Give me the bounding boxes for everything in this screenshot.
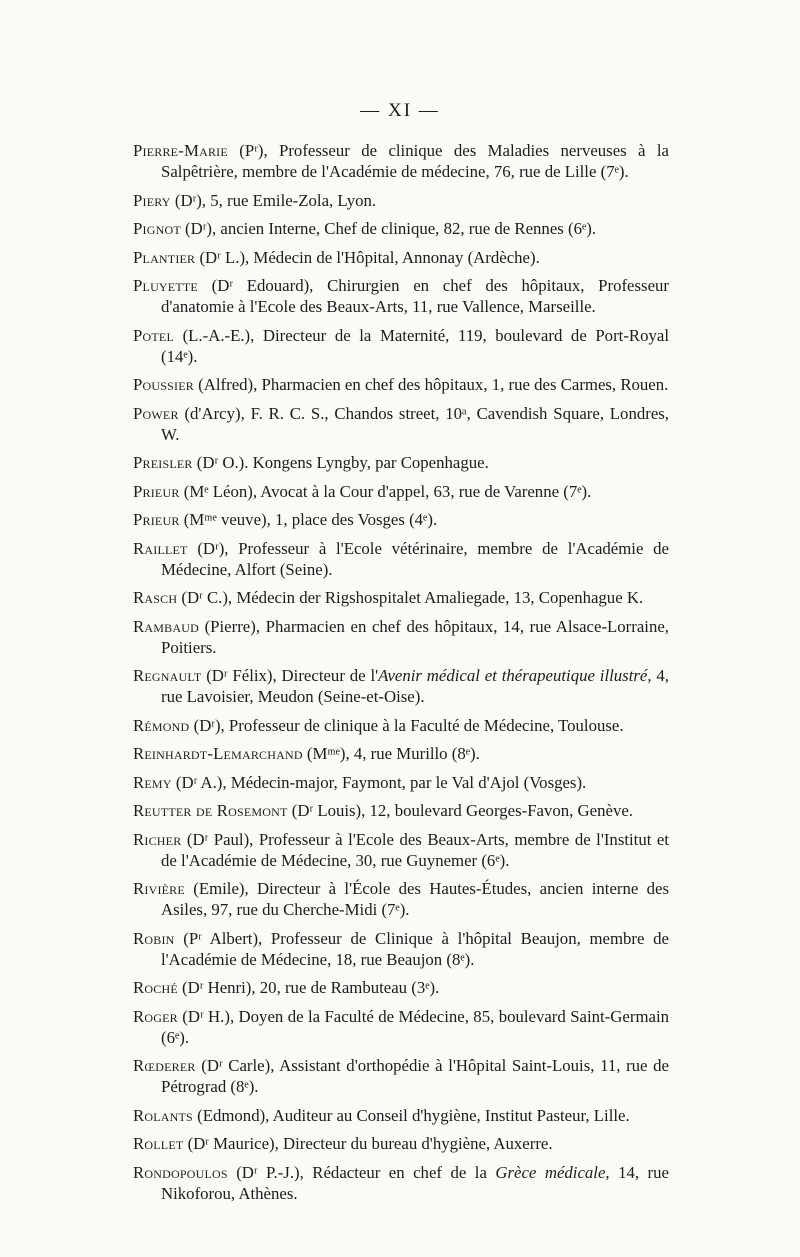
directory-entry — [133, 190, 669, 211]
directory-entry — [133, 800, 669, 821]
entry-name: Power — [133, 403, 179, 423]
entry-name: Rivière — [133, 879, 185, 898]
directory-entry — [133, 452, 669, 473]
entry-name: Rasch — [133, 588, 178, 607]
entry-name: Pluyette — [133, 276, 198, 295]
directory-entry — [133, 665, 669, 707]
directory-entry — [133, 1055, 669, 1097]
directory-entry — [133, 977, 669, 998]
directory-entry — [133, 218, 669, 239]
entry-details: (Dʳ Maurice), Directeur du bureau d'hygiène, Auxerre. — [183, 1134, 553, 1153]
entry-name: Robin — [133, 928, 175, 948]
entry-details: (Dʳ L.), Médecin de l'Hôpital, Annonay (Ardèche). — [195, 247, 540, 267]
journal-title: Avenir médical et thérapeutique illustré — [378, 666, 648, 685]
entry-name: Poussier — [133, 375, 194, 394]
directory-entry — [133, 928, 669, 970]
directory-entry — [133, 403, 669, 445]
entry-name: Rondopoulos — [133, 1162, 228, 1182]
directory-entry — [133, 275, 669, 317]
entry-name: Roché — [133, 978, 178, 997]
entry-details: (Dʳ Félix), Directeur de l' — [201, 666, 379, 685]
entry-details: (Dʳ Paul), Professeur à l'Ecole des Beaux-Arts, membre de l'Institut et de l'Académie de Médecine, 30, rue Guynemer (6ᵉ). — [161, 829, 669, 870]
entry-list — [133, 140, 669, 1211]
directory-entry — [133, 509, 669, 530]
entry-details-end: , 4, rue Lavoisier, Meudon (Seine-et-Oise). — [161, 666, 669, 706]
directory-entry — [133, 1006, 669, 1048]
entry-details: (Dʳ Louis), 12, boulevard Georges-Favon, Genève. — [287, 801, 633, 820]
journal-title: Grèce médicale — [495, 1162, 606, 1182]
entry-details: (Pʳ Albert), Professeur de Clinique à l'hôpital Beaujon, membre de l'Académie de Médecine, 18, rue Beaujon (8ᵉ). — [161, 928, 669, 969]
entry-details-end: , 14, rue Nikoforou, Athènes. — [161, 1162, 669, 1203]
entry-name: Regnault — [133, 666, 202, 685]
entry-details: (L.-A.-E.), Directeur de la Maternité, 119, boulevard de Port-Royal (14ᵉ). — [161, 325, 669, 366]
entry-name: Reinhardt-Lemarchand — [133, 744, 303, 763]
entry-name: Roger — [133, 1006, 178, 1026]
directory-entry — [133, 140, 669, 182]
entry-details: (Dʳ A.), Médecin-major, Faymont, par le Val d'Ajol (Vosges). — [171, 772, 587, 792]
entry-name: Raillet — [133, 538, 188, 558]
entry-name: Potel — [133, 325, 174, 345]
entry-details: (Dʳ O.). Kongens Lyngby, par Copenhague. — [192, 453, 489, 472]
directory-entry — [133, 1105, 669, 1126]
entry-details: (Emile), Directeur à l'École des Hautes-Études, ancien interne des Asiles, 97, rue du Cherche-Midi (7ᵉ). — [161, 879, 669, 919]
entry-name: Richer — [133, 829, 182, 849]
directory-entry — [133, 743, 669, 764]
entry-name: Preisler — [133, 453, 193, 472]
entry-details: (Dʳ H.), Doyen de la Faculté de Médecine, 85, boulevard Saint-Germain (6ᵉ). — [161, 1006, 669, 1047]
entry-details: (d'Arcy), F. R. C. S., Chandos street, 10ᵃ, Cavendish Square, Londres, W. — [161, 403, 669, 444]
entry-details: (Dʳ), ancien Interne, Chef de clinique, 82, rue de Rennes (6ᵉ). — [180, 219, 597, 238]
directory-entry — [133, 481, 669, 502]
entry-details: (Edmond), Auditeur au Conseil d'hygiène, Institut Pasteur, Lille. — [192, 1105, 630, 1125]
entry-details: (Dʳ C.), Médecin der Rigshospitalet Amaliegade, 13, Copenhague K. — [177, 588, 644, 607]
directory-entry — [133, 538, 669, 580]
entry-name: Rolants — [133, 1105, 193, 1125]
entry-details: (Mᵉ Léon), Avocat à la Cour d'appel, 63, rue de Varenne (7ᵉ). — [179, 481, 592, 501]
entry-details: (Pierre), Pharmacien en chef des hôpitaux, 14, rue Alsace-Lorraine, Poitiers. — [161, 616, 669, 657]
directory-entry — [133, 772, 669, 793]
directory-entry — [133, 829, 669, 871]
entry-name: Reutter de Rosemont — [133, 801, 288, 820]
entry-name: Pignot — [133, 219, 181, 238]
entry-details: (Dʳ), Professeur de clinique à la Faculté de Médecine, Toulouse. — [189, 715, 624, 735]
entry-name: Piery — [133, 190, 171, 210]
entry-name: Rémond — [133, 715, 190, 735]
entry-name: Plantier — [133, 247, 196, 267]
page-number: — XI — — [360, 100, 440, 121]
entry-name: Rollet — [133, 1134, 184, 1153]
entry-details: (Mᵐᵉ), 4, rue Murillo (8ᵉ). — [302, 744, 480, 763]
entry-details: (Dʳ Carle), Assistant d'orthopédie à l'Hôpital Saint-Louis, 11, rue de Pétrograd (8ᵉ). — [161, 1056, 669, 1096]
directory-entry — [133, 715, 669, 736]
entry-name: Remy — [133, 772, 172, 792]
entry-name: Prieur — [133, 481, 180, 501]
entry-name: Rœderer — [133, 1056, 196, 1075]
entry-details: (Dʳ P.-J.), Rédacteur en chef de la — [227, 1162, 496, 1182]
entry-details: (Dʳ Edouard), Chirurgien en chef des hôpitaux, Professeur d'anatomie à l'Ecole des Beaux-Arts, 11, rue Vallence, Marseille. — [161, 276, 669, 316]
entry-name: Pierre-Marie — [133, 141, 228, 160]
entry-details: (Pʳ), Professeur de clinique des Maladies nerveuses à la Salpêtrière, membre de l'Académie de médecine, 76, rue de Lille (7ᵉ). — [161, 141, 669, 181]
directory-entry — [133, 325, 669, 367]
directory-entry — [133, 1162, 669, 1204]
directory-entry — [133, 1133, 669, 1154]
entry-details: (Dʳ), Professeur à l'Ecole vétérinaire, membre de l'Académie de Médecine, Alfort (Seine). — [161, 538, 669, 579]
entry-details: (Dʳ Henri), 20, rue de Rambuteau (3ᵉ). — [177, 978, 440, 997]
entry-name: Rambaud — [133, 616, 199, 636]
entry-name: Prieur — [133, 510, 180, 529]
entry-details: (Alfred), Pharmacien en chef des hôpitaux, 1, rue des Carmes, Rouen. — [193, 375, 669, 394]
entry-details: (Mᵐᵉ veuve), 1, place des Vosges (4ᵉ). — [179, 510, 438, 529]
directory-entry — [133, 247, 669, 268]
directory-entry — [133, 587, 669, 608]
directory-entry — [133, 374, 669, 395]
directory-entry — [133, 878, 669, 920]
entry-details: (Dʳ), 5, rue Emile-Zola, Lyon. — [170, 190, 377, 210]
directory-entry — [133, 616, 669, 658]
